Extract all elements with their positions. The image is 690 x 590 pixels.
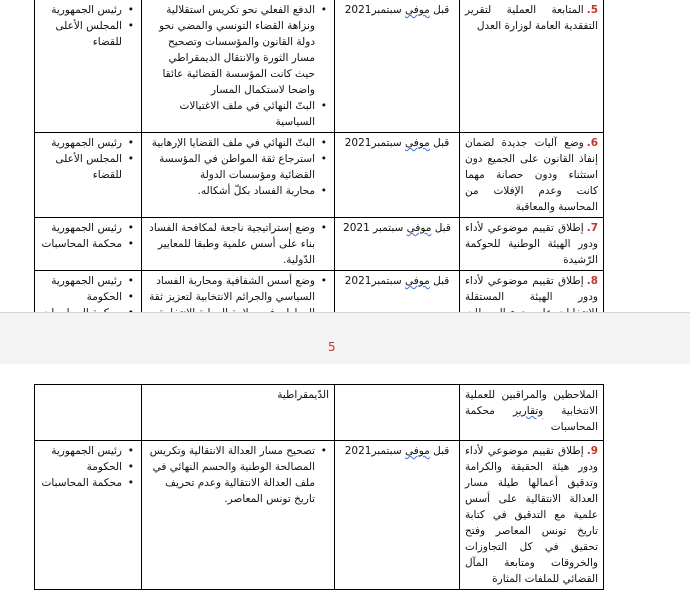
deadline-cell: قبل موفى سبتمبر2021 [335, 441, 460, 590]
actions-cell [142, 441, 335, 590]
page-gap [0, 312, 690, 366]
row-number: 9. [586, 445, 598, 457]
deadline-cell: قبل موفى سبتمبر2021 [335, 271, 460, 356]
actor-item: • المجلس الأعلى للقضاء [40, 18, 122, 50]
actors-cell [35, 441, 142, 590]
action-item: • استرجاع ثقة المواطن في المؤسسة القضائية ومؤسسات الدولة [147, 151, 315, 183]
actor-item: • رئيس الجمهورية [40, 135, 122, 151]
actors-cell [35, 0, 142, 133]
action-item: • البتّ النهائي في ملف الاغتيالات السياسية [147, 98, 315, 130]
action-item: • وضع إستراتيجية ناجعة لمكافحة الفساد بناء على أسس علمية وطبقا للمعايير الدّولية. [147, 220, 315, 268]
actor-item: • رئيس الجمهورية [40, 220, 122, 236]
action-item: • البتّ النهائي في ملف القضايا الإرهابية [147, 135, 315, 151]
table-row [35, 218, 604, 271]
action-item: • تصحيح مسار العدالة الانتقالية وتكريس المصالحة الوطنية والحسم النهائي في ملف العدالة الانتقالية وعدم تحريف تاريخ تونس المعاصر. [147, 443, 315, 507]
goal-cell: الملاحظين والمراقبين للعملية الانتخابية وتقارير محكمة المحاسبات [460, 385, 604, 441]
table-row [35, 0, 604, 133]
goal-cell: 6.وضع آليات جديدة لضمان إنفاذ القانون على الجميع دون استثناء ودون حصانة مهما كانت وعدم الإفلات من المحاسبة والمعاقبة [460, 133, 604, 218]
actions-cell [142, 0, 335, 133]
deadline-cell [335, 385, 460, 441]
row-number: 8. [586, 275, 598, 287]
action-item: • الدفع الفعلي نحو تكريس استقلالية ونزاهة القضاء التونسي والمضي نحو دولة القانون والمؤسسات وتصحيح مسار الثورة والانتقال الديمقراطي حيث كانت المؤسسة القضائية عائقا واضحا لاستكمال المسار [147, 2, 315, 98]
goal-cell: 7.إطلاق تقييم موضوعي لأداء ودور الهيئة الوطنية للحوكمة الرّشيدة [460, 218, 604, 271]
actor-item: • رئيس الجمهورية [40, 2, 122, 18]
actors-cell [35, 385, 142, 441]
actor-item: • المجلس الأعلى للقضاء [40, 151, 122, 183]
actors-cell [35, 218, 142, 271]
action-plan-table-page-1 [34, 0, 604, 356]
row-number: 5. [586, 4, 598, 16]
table-row [35, 133, 604, 218]
actors-cell [35, 133, 142, 218]
action-text: الدّيمقراطية [277, 389, 329, 401]
action-item: • وضع أسس الشفافية ومحاربة الفساد السياسي والجرائم الانتخابية لتعزيز ثقة [147, 273, 315, 337]
goal-cell: 9.إطلاق تقييم موضوعي لأداء ودور هيئة الحقيقة والكرامة وتدقيق أعمالها طيلة مسار العدالة الانتقالية على أسس علمية مع التدقيق في كتابة تاريخ تونس المعاصر وفتح تحقيق في كل التجاوزات والخروقات ومتابعة المآل القضائي للملفات المثارة [460, 441, 604, 590]
deadline-cell: قبل موفى سبتمبر2021 [335, 0, 460, 133]
page-number: 5 [328, 340, 336, 354]
action-plan-table-page-2 [34, 384, 604, 590]
goal-cell: 5.المتابعة العملية لتقرير التفقدية العامة لوزارة العدل [460, 0, 604, 133]
actor-item: • الحكومة [40, 289, 122, 305]
row-number: 7. [586, 222, 598, 234]
actions-cell [142, 218, 335, 271]
document-page-2 [0, 364, 690, 585]
actor-item: • الحكومة [40, 459, 122, 475]
actor-item: • محكمة المحاسبات [40, 236, 122, 252]
table-row-9 [35, 441, 604, 590]
action-item: • محاربة الفساد بكلّ أشكاله. [147, 183, 315, 199]
actor-item: • رئيس الجمهورية [40, 273, 122, 289]
actions-cell [142, 133, 335, 218]
row-number: 6. [586, 137, 598, 149]
table-row-continuation [35, 385, 604, 441]
goal-cell: 8.إطلاق تقييم موضوعي لأداء ودور الهيئة المستقلة [460, 271, 604, 356]
actor-item: • محكمة المحاسبات [40, 475, 122, 491]
deadline-cell: قبل موفى سبتمبر2021 [335, 133, 460, 218]
deadline-cell: قبل موفى سبتمبر 2021 [335, 218, 460, 271]
actions-cell [142, 385, 335, 441]
actor-item: • رئيس الجمهورية [40, 443, 122, 459]
